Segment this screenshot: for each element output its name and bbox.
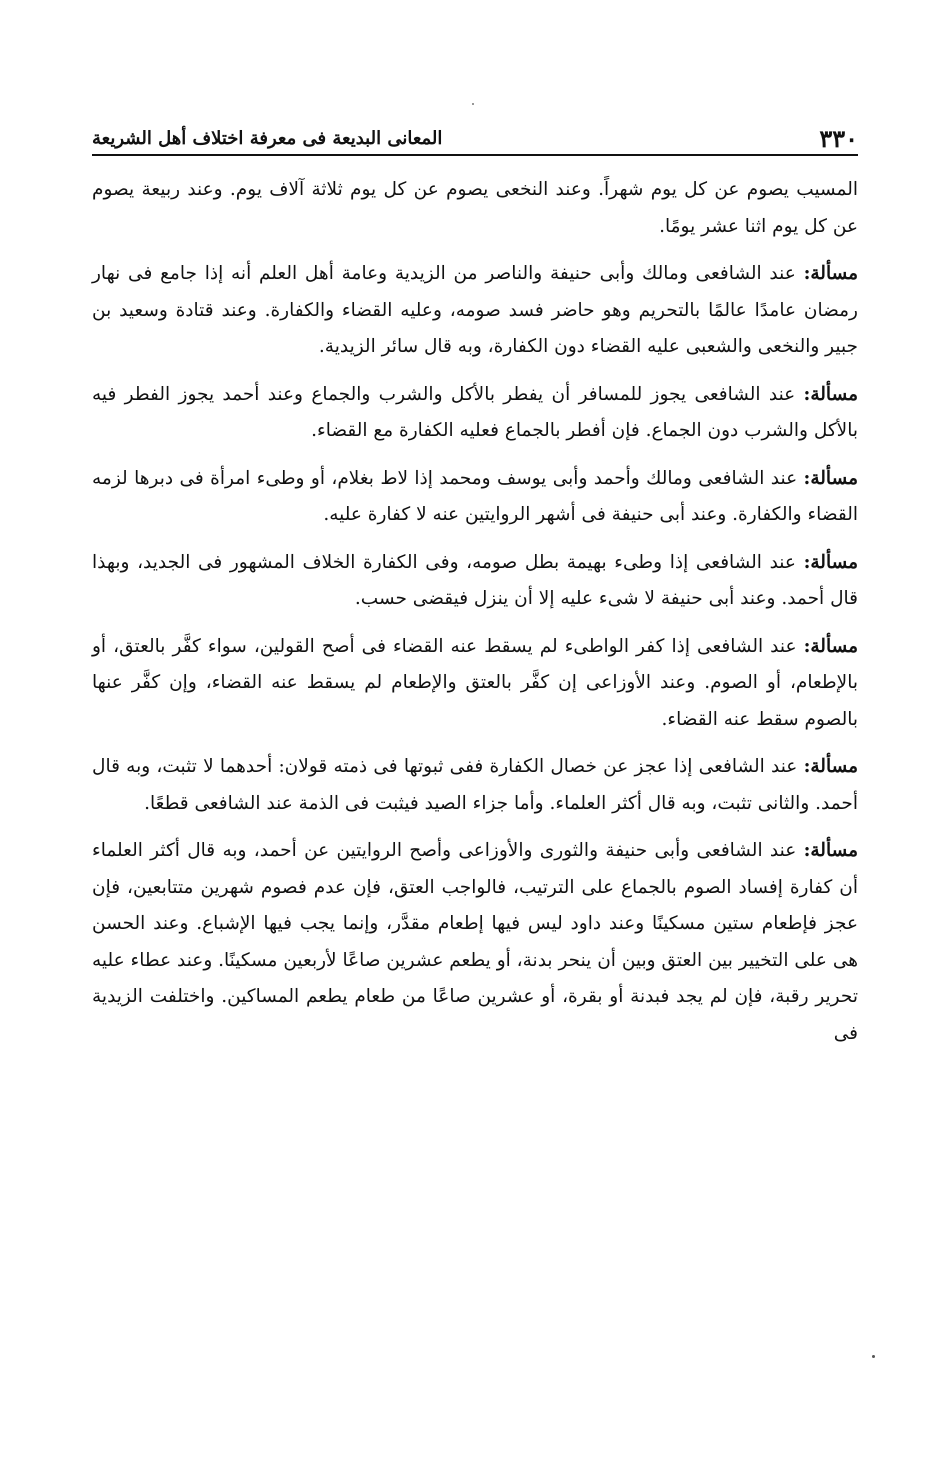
issue-label: مسألة: <box>803 467 858 489</box>
issue-text: عند الشافعى يجوز للمسافر أن يفطر بالأكل والشرب والجماع وعند أحمد يجوز الفطر فيه بالأكل والشرب دون الجماع. فإن أفطر بالجماع فعليه الكفارة مع القضاء. <box>92 383 858 441</box>
issue-paragraph <box>92 256 858 366</box>
issue-text: عند الشافعى وأبى حنيفة والثورى والأوزاعى وأصح الروايتين عن أحمد، وبه قال أكثر العلماء أن كفارة إفساد الصوم بالجماع على الترتيب، فالواجب العتق، فإن عدم فصوم شهرين متتابعين، فإن عجز فإطعام ستين مسكينًا وعند داود ليس فيها إطعام مقدَّر، وإنما يجب فيها الإشباع. وعند الحسن هى على التخيير بين العتق وبين أن ينحر بدنة، أو يطعم عشرين صاعًا لأربعين مسكينًا. وعند عطاء عليه تحرير رقبة، فإن لم يجد فبدنة أو بقرة، أو عشرين صاعًا من طعام يطعم المساكين. واختلفت الزيدية فى <box>92 840 858 1044</box>
issue-label: مسألة: <box>803 263 858 284</box>
page-body <box>92 172 858 1063</box>
issue-text: عند الشافعى ومالك وأبى حنيفة والناصر من الزيدية وعامة أهل العلم أنه إذا جامع فى نهار رمضان عامدًا عالمًا بالتحريم وهو حاضر فسد صومه، وعليه القضاء والكفارة. وعند قتادة وسعيد بن جبير والنخعى والشعبى عليه القضاء دون الكفارة، وبه قال سائر الزيدية. <box>92 263 858 357</box>
issue-paragraph <box>92 461 858 534</box>
issue-text: عند الشافعى إذا وطىء بهيمة بطل صومه، وفى الكفارة الخلاف المشهور فى الجديد، وبهذا قال أحمد. وعند أبى حنيفة لا شىء عليه إلا أن ينزل فيقضى حسب. <box>92 551 858 609</box>
page-header <box>92 120 858 156</box>
running-title: المعانى البديعة فى معرفة اختلاف أهل الشريعة <box>92 128 443 149</box>
speck-mark <box>472 103 474 105</box>
issue-label: مسألة: <box>803 840 858 861</box>
issue-label: مسألة: <box>803 551 858 573</box>
issue-label: مسألة: <box>803 756 858 777</box>
issue-text: عند الشافعى إذا عجز عن خصال الكفارة ففى ثبوتها فى ذمته قولان: أحدهما لا تثبت، وبه قال أحمد. والثانى تثبت، وبه قال أكثر العلماء. وأما جزاء الصيد فيثبت فى الذمة عند الشافعى قطعًا. <box>92 756 858 814</box>
issue-paragraph <box>92 629 858 739</box>
intro-paragraph: المسيب يصوم عن كل يوم شهراً. وعند النخعى يصوم عن كل يوم ثلاثة آلاف يوم. وعند ربيعة يصوم عن كل يوم اثنا عشر يومًا. <box>92 179 858 237</box>
issue-paragraph <box>92 545 858 618</box>
issue-label: مسألة: <box>803 635 858 657</box>
issue-label: مسألة: <box>803 383 858 405</box>
issue-text: عند الشافعى ومالك وأحمد وأبى يوسف ومحمد إذا لاط بغلام، أو وطىء امرأة فى دبرها لزمه القضاء والكفارة. وعند أبى حنيفة فى أشهر الروايتين عنه لا كفارة عليه. <box>92 467 858 525</box>
issue-paragraph <box>92 749 858 822</box>
page-number: ٣٣٠ <box>819 124 858 153</box>
issue-paragraph <box>92 377 858 450</box>
issue-text: عند الشافعى إذا كفر الواطىء لم يسقط عنه القضاء فى أصح القولين، سواء كفَّر بالعتق، أو بالإطعام، أو الصوم. وعند الأوزاعى إن كفَّر بالعتق والإطعام لم يسقط عنه القضاء، وإن كفَّر عنها بالصوم سقط عنه القضاء. <box>92 635 858 730</box>
speck-mark <box>872 1355 875 1358</box>
issue-paragraph <box>92 833 858 1052</box>
